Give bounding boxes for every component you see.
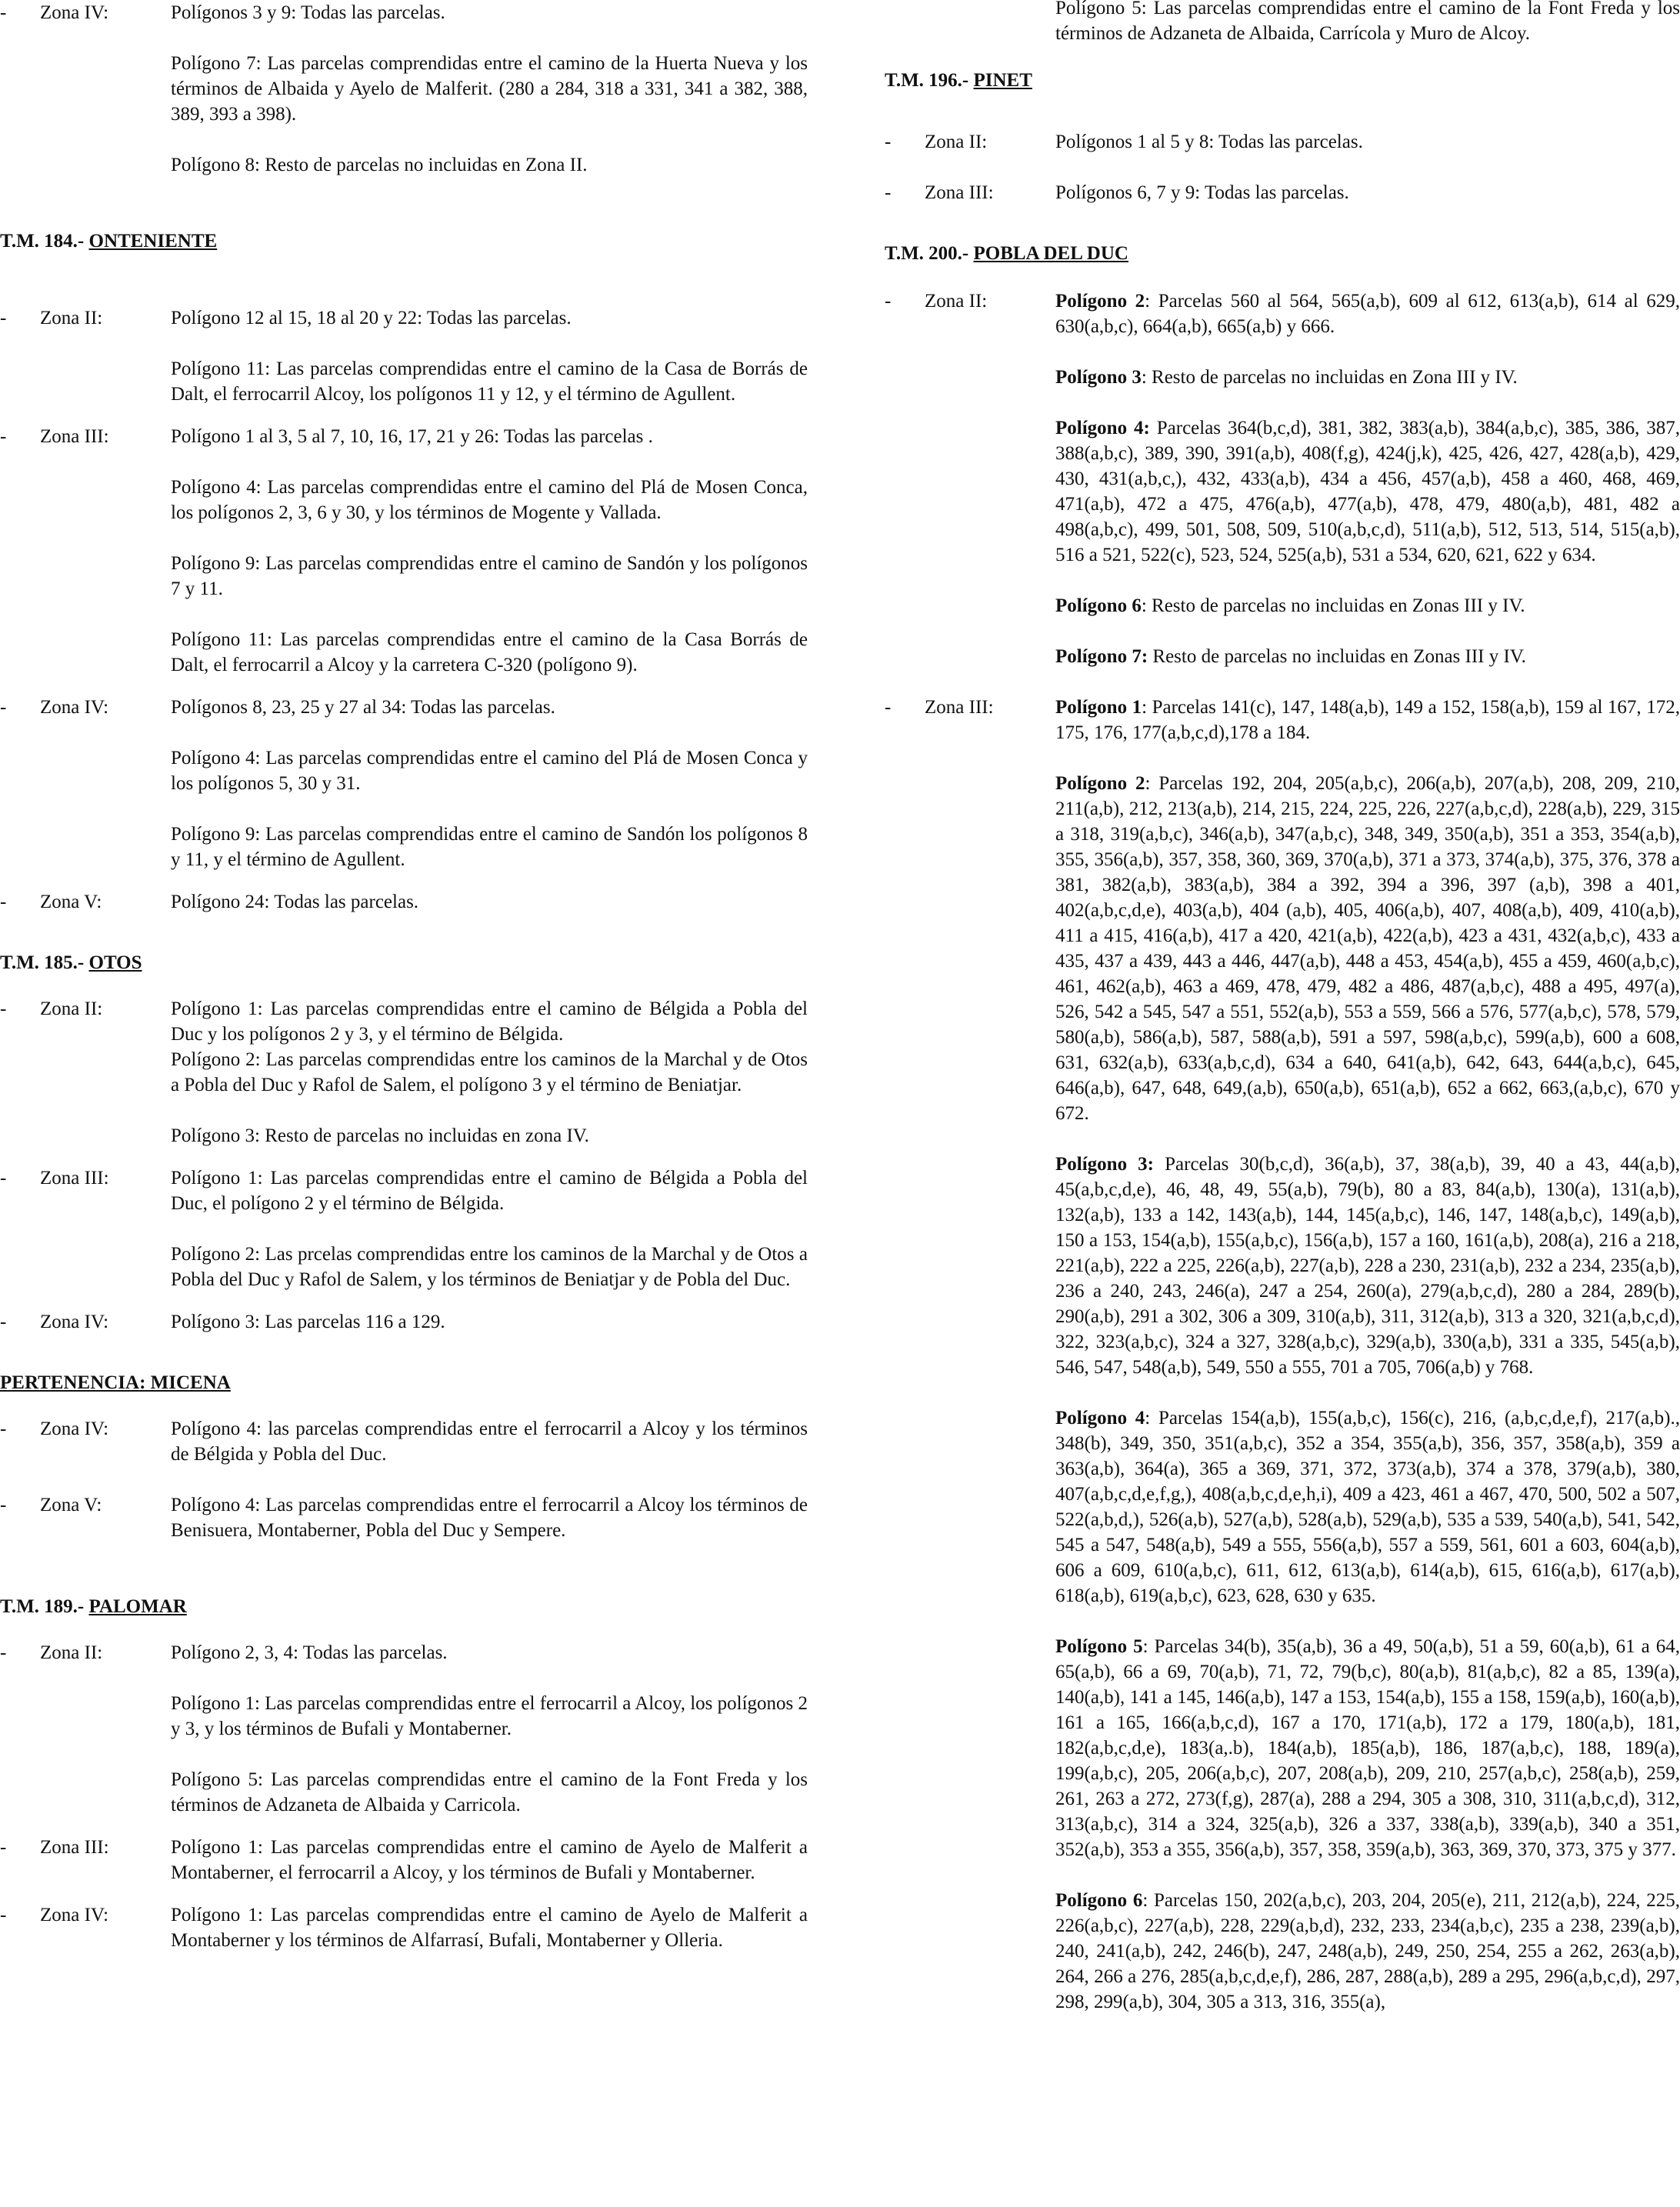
zone-block: [0, 0, 808, 178]
zone-block: [885, 288, 1680, 669]
zone-paragraph: Polígonos 1 al 5 y 8: Todas las parcelas.: [1055, 132, 1363, 152]
polygon-label: Polígono 3:: [1055, 1154, 1155, 1175]
zone-paragraph: Polígono 4: las parcelas comprendidas entre el ferrocarril a Alcoy y los términos de Bélgida y Pobla del Duc.: [171, 1419, 808, 1465]
zone-label: Zona III:: [40, 426, 109, 447]
zone-block: [0, 695, 808, 872]
zone-paragraph: [1055, 695, 1680, 745]
zone-block: [0, 305, 808, 407]
list-dash: -: [0, 1905, 7, 1925]
zone-block: [0, 1416, 808, 1467]
zone-paragraph: Polígono 2: Las parcelas comprendidas entre los caminos de la Marchal y de Otos a Pobla del Duc y Rafol de Salem, el polígono 3 y el término de Beniatjar.: [171, 1049, 808, 1095]
zone-paragraph: Polígono 12 al 15, 18 al 20 y 22: Todas las parcelas.: [171, 308, 572, 328]
zone-label: Zona III:: [40, 1168, 109, 1189]
list-dash: -: [885, 182, 892, 203]
zone-paragraph: Polígono 1: Las parcelas comprendidas entre el ferrocarril a Alcoy, los polígonos 2 y 3, y los términos de Bufali y Montaberner.: [171, 1693, 808, 1739]
zone-paragraph: [1055, 1405, 1680, 1609]
zone-block: [0, 889, 808, 915]
polygon-label: Polígono 6: [1055, 595, 1142, 616]
zone-paragraph: Polígono 24: Todas las parcelas.: [171, 892, 419, 912]
list-dash: -: [885, 132, 892, 152]
municipality-heading: [0, 950, 808, 976]
municipality-name: ONTENIENTE: [88, 231, 218, 252]
zone-paragraph: [1055, 593, 1680, 618]
municipality-code: T.M. 184.-: [0, 231, 85, 252]
polygon-label: Polígono 3: [1055, 367, 1142, 388]
municipality-heading: [0, 1370, 808, 1396]
polygon-parcels: : Parcelas 141(c), 147, 148(a,b), 149 a 152, 158(a,b), 159 al 167, 172, 175, 176, 177(a,b,c,d),178 a 184.: [1055, 697, 1680, 743]
municipality-name: PERTENENCIA: MICENA: [0, 1372, 231, 1393]
polygon-parcels: : Resto de parcelas no incluidas en Zonas III y IV.: [1141, 595, 1525, 616]
zone-paragraph: Polígono 4: Las parcelas comprendidas entre el camino del Plá de Mosen Conca, los polígonos 2, 3, 6 y 30, y los términos de Mogente y Vallada.: [171, 477, 808, 523]
zone-block: [885, 180, 1680, 205]
list-dash: -: [0, 892, 7, 912]
zone-block: [0, 1835, 808, 1885]
zone-paragraph: Polígonos 8, 23, 25 y 27 al 34: Todas las parcelas.: [171, 697, 555, 718]
polygon-parcels: : Resto de parcelas no incluidas en Zona III y IV.: [1141, 367, 1518, 388]
municipality-code: T.M. 200.-: [885, 243, 969, 264]
zone-block: [0, 1309, 808, 1335]
zone-paragraph: Polígono 2: Las prcelas comprendidas entre los caminos de la Marchal y de Otos a Pobla del Duc y Rafol de Salem, y los términos de Beniatjar y de Pobla del Duc.: [171, 1244, 808, 1290]
zone-label: Zona IV:: [40, 1419, 109, 1439]
zone-paragraph: Polígono 5: Las parcelas comprendidas entre el camino de la Font Freda y los términos de Adzaneta de Albaida, Carrícola y Muro de Alcoy.: [1055, 0, 1680, 44]
polygon-label: Polígono 5: [1055, 1636, 1143, 1657]
list-dash: -: [0, 1419, 7, 1439]
polygon-parcels: : Parcelas 150, 202(a,b,c), 203, 204, 205(e), 211, 212(a,b), 224, 225, 226(a,b,c), 227(a,b), 228, 229(a,b,d), 232, 233, 234(a,b,c), 235 a 238, 239(a,b), 240, 241(a,b), 242, 246(b), 247, 248(a,b), 249, 250, 254, 255 a 262, 263(a,b), 264, 266 a 276, 285(a,b,c,d,e,f), 286, 287, 288(a,b), 289 a 295, 296(a,b,c,d), 297, 298, 299(a,b), 304, 305 a 313, 316, 355(a),: [1055, 1890, 1680, 2012]
municipality-heading: [0, 228, 808, 255]
zone-paragraph: Polígono 4: Las parcelas comprendidas entre el ferrocarril a Alcoy los términos de Benisuera, Montaberner, Pobla del Duc y Sempere.: [171, 1495, 808, 1541]
polygon-label: Polígono 4:: [1055, 418, 1150, 438]
municipality-name: PALOMAR: [88, 1596, 187, 1617]
zone-label: Zona III:: [925, 182, 994, 203]
zone-paragraph: Polígono 3: Resto de parcelas no incluidas en zona IV.: [171, 1125, 589, 1146]
list-dash: -: [0, 2, 7, 23]
polygon-parcels: : Parcelas 154(a,b), 155(a,b,c), 156(c), 216, (a,b,c,d,e,f), 217(a,b)., 348(b), 349, 350, 351(a,b,c), 352 a 354, 355(a,b), 356, 357, 358(a,b), 359 a 363(a,b), 364(a), 365 a 369, 371, 372, 373(a,b), 374 a 378, 379(a,b), 380, 407(a,b,c,d,e,f,g,), 408(a,b,c,d,e,h,i), 409 a 423, 461 a 467, 470, 500, 502 a 507, 522(a,b,d,), 526(a,b), 527(a,b), 528(a,b), 529(a,b), 535 a 539, 540(a,b), 541, 542, 545 a 547, 548(a,b), 549 a 555, 556(a,b), 557 a 559, 561, 601 a 603, 604(a,b), 606 a 609, 610(a,b,c), 611, 612, 613(a,b), 614(a,b), 615, 616(a,b), 617(a,b), 618(a,b), 619(a,b,c), 623, 628, 630 y 635.: [1055, 1408, 1680, 1606]
zone-block: [0, 1902, 808, 1953]
zone-paragraph: Polígono 11: Las parcelas comprendidas entre el camino de la Casa de Borrás de Dalt, el ferrocarril Alcoy, los polígonos 11 y 12, y el término de Agullent.: [171, 358, 808, 405]
polygon-parcels: Resto de parcelas no incluidas en Zonas III y IV.: [1148, 646, 1526, 667]
zone-block: [0, 1492, 808, 1543]
list-dash: -: [0, 1642, 7, 1663]
zone-paragraph: Polígono 9: Las parcelas comprendidas entre el camino de Sandón y los polígonos 7 y 11.: [171, 553, 808, 599]
right-column: [885, 0, 1680, 2015]
zone-label: Zona IV:: [40, 1312, 109, 1332]
zone-paragraph: Polígono 1: Las parcelas comprendidas entre el camino de Ayelo de Malferit a Montaberner, el ferrocarril a Alcoy, y los términos de Bufali y Montaberner.: [171, 1837, 808, 1883]
zone-paragraph: Polígono 2, 3, 4: Todas las parcelas.: [171, 1642, 448, 1663]
municipality-name: OTOS: [88, 952, 142, 973]
list-dash: -: [0, 426, 7, 447]
zone-block: [885, 129, 1680, 155]
zone-label: Zona II:: [925, 132, 988, 152]
municipality-code: T.M. 189.-: [0, 1596, 85, 1617]
left-column: [0, 0, 808, 1953]
zone-label: Zona III:: [925, 697, 994, 718]
list-dash: -: [0, 1837, 7, 1858]
zone-paragraph: Polígonos 3 y 9: Todas las parcelas.: [171, 2, 445, 23]
zone-paragraph: Polígono 3: Las parcelas 116 a 129.: [171, 1312, 445, 1332]
zone-label: Zona V:: [40, 1495, 102, 1515]
zone-paragraph: [1055, 1152, 1680, 1380]
zone-block: [0, 424, 808, 678]
zone-paragraph: [1055, 1888, 1680, 2015]
zone-label: Zona III:: [40, 1837, 109, 1858]
municipality-heading: [885, 68, 1680, 94]
polygon-parcels: Parcelas 364(b,c,d), 381, 382, 383(a,b), 384(a,b,c), 385, 386, 387, 388(a,b,c), 389, 390, 391(a,b), 408(f,g), 424(j,k), 425, 426, 427, 428(a,b), 429, 430, 431(a,b,c,), 432, 433(a,b), 434 a 456, 457(a,b), 458 a 460, 468, 469, 471(a,b), 472 a 475, 476(a,b), 477(a,b), 478, 479, 480(a,b), 481, 482 a 498(a,b,c), 499, 501, 508, 509, 510(a,b,c,d), 511(a,b), 512, 513, 514, 515(a,b), 516 a 521, 522(c), 523, 524, 525(a,b), 531 a 534, 620, 621, 622 y 634.: [1055, 418, 1680, 565]
polygon-label: Polígono 2: [1055, 773, 1145, 794]
zone-paragraph: Polígono 11: Las parcelas comprendidas entre el camino de la Casa Borrás de Dalt, el ferrocarril a Alcoy y la carretera C-320 (polígono 9).: [171, 629, 808, 675]
list-dash: -: [0, 998, 7, 1019]
polygon-label: Polígono 4: [1055, 1408, 1145, 1429]
zone-label: Zona V:: [40, 892, 102, 912]
zone-paragraph: [1055, 771, 1680, 1126]
zone-label: Zona II:: [40, 998, 103, 1019]
zone-paragraph: Polígonos 6, 7 y 9: Todas las parcelas.: [1055, 182, 1349, 203]
zone-paragraph: Polígono 8: Resto de parcelas no incluidas en Zona II.: [171, 155, 588, 175]
zone-label: Zona II:: [925, 291, 988, 312]
zone-paragraph: [1055, 644, 1680, 669]
zone-paragraph: Polígono 7: Las parcelas comprendidas entre el camino de la Huerta Nueva y los términos de Albaida y Ayelo de Malferit. (280 a 284, 318 a 331, 341 a 382, 388, 389, 393 a 398).: [171, 53, 808, 125]
zone-paragraph: Polígono 1: Las parcelas comprendidas entre el camino de Ayelo de Malferit a Montaberner y los términos de Alfarrasí, Bufali, Montaberner y Olleria.: [171, 1905, 808, 1951]
list-dash: -: [0, 697, 7, 718]
zone-paragraph: Polígono 1: Las parcelas comprendidas entre el camino de Bélgida a Pobla del Duc, el polígono 2 y el término de Bélgida.: [171, 1168, 808, 1214]
zone-label: Zona IV:: [40, 1905, 109, 1925]
municipality-name: POBLA DEL DUC: [973, 243, 1128, 264]
polygon-label: Polígono 2: [1055, 291, 1145, 312]
zone-paragraph: [1055, 288, 1680, 339]
polygon-label: Polígono 6: [1055, 1890, 1143, 1911]
polygon-parcels: : Parcelas 34(b), 35(a,b), 36 a 49, 50(a,b), 51 a 59, 60(a,b), 61 a 64, 65(a,b), 66 a 69, 70(a,b), 71, 72, 79(b,c), 80(a,b), 81(a,b,c), 82 a 85, 139(a), 140(a,b), 141 a 145, 146(a,b), 147 a 153, 154(a,b), 155 a 158, 159(a,b), 160(a,b), 161 a 165, 166(a,b,c,d), 167 a 170, 171(a,b), 172 a 179, 180(a,b), 181, 182(a,b,c,d,e), 183(a,.b), 184(a,b), 185(a,b), 186, 187(a,b,c), 188, 189(a), 199(a,b,c), 205, 206(a,b,c), 207, 208(a,b), 209, 210, 257(a,b,c), 258(a,b), 259, 261, 263 a 272, 273(f,g), 287(a), 288 a 294, 305 a 308, 310, 311(a,b,c,d), 312, 313(a,b,c), 314 a 324, 325(a,b), 326 a 337, 338(a,b), 339(a,b), 340 a 351, 352(a,b), 353 a 355, 356(a,b), 357, 358, 359(a,b), 363, 369, 370, 373, 375 y 377.: [1055, 1636, 1680, 1860]
zone-paragraph: [1055, 1634, 1680, 1862]
municipality-name: PINET: [973, 70, 1032, 91]
polygon-parcels: : Parcelas 560 al 564, 565(a,b), 609 al 612, 613(a,b), 614 al 629, 630(a,b,c), 664(a,b), 665(a,b) y 666.: [1055, 291, 1680, 337]
zone-block: [0, 1640, 808, 1818]
list-dash: -: [0, 1168, 7, 1189]
zone-paragraph: Polígono 5: Las parcelas comprendidas entre el camino de la Font Freda y los términos de Adzaneta de Albaida y Carricola.: [171, 1769, 808, 1815]
list-dash: -: [885, 697, 892, 718]
list-dash: -: [885, 291, 892, 312]
zone-paragraph: [1055, 365, 1680, 390]
municipality-heading: [885, 241, 1680, 267]
polygon-label: Polígono 7:: [1055, 646, 1148, 667]
municipality-heading: [0, 1594, 808, 1620]
list-dash: -: [0, 308, 7, 328]
zone-label: Zona II:: [40, 308, 103, 328]
zone-block: [885, 695, 1680, 2015]
polygon-label: Polígono 1: [1055, 697, 1142, 718]
zone-paragraph: [1055, 415, 1680, 568]
zone-block: [0, 1165, 808, 1292]
municipality-code: T.M. 185.-: [0, 952, 85, 973]
list-dash: -: [0, 1495, 7, 1515]
municipality-code: T.M. 196.-: [885, 70, 969, 91]
zone-label: Zona II:: [40, 1642, 103, 1663]
polygon-parcels: : Parcelas 192, 204, 205(a,b,c), 206(a,b), 207(a,b), 208, 209, 210, 211(a,b), 212, 213(a,b), 214, 215, 224, 225, 226, 227(a,b,c,d), 228(a,b), 229, 315 a 318, 319(a,b,c), 346(a,b), 347(a,b,c), 348, 349, 350(a,b), 351 a 353, 354(a,b), 355, 356(a,b), 357, 358, 360, 369, 370(a,b), 371 a 373, 374(a,b), 375, 376, 378 a 381, 382(a,b), 383(a,b), 384 a 392, 394 a 396, 397 (a,b), 398 a 401, 402(a,b,c,d,e), 403(a,b), 404 (a,b), 405, 406(a,b), 407, 408(a,b), 409, 410(a,b), 411 a 415, 416(a,b), 417 a 420, 421(a,b), 422(a,b), 423 a 431, 432(a,b,c), 433 a 435, 437 a 439, 443 a 446, 447(a,b), 448 a 453, 454(a,b), 455 a 459, 460(a,b,c), 461, 462(a,b), 463 a 469, 478, 479, 482 a 486, 487(a,b,c), 488 a 495, 497(a), 526, 542 a 545, 547 a 551, 552(a,b), 553 a 559, 566 a 576, 577(a,b,c), 578, 579, 580(a,b), 586(a,b), 587, 588(a,b), 591 a 597, 598(a,b,c), 599(a,b), 600 a 608, 631, 632(a,b), 633(a,b,c,d), 634 a 640, 641(a,b), 642, 643, 644(a,b,c), 645, 646(a,b), 647, 648, 649,(a,b), 650(a,b), 651(a,b), 652 a 662, 663,(a,b,c), 670 y 672.: [1055, 773, 1680, 1124]
zone-paragraph: Polígono 1 al 3, 5 al 7, 10, 16, 17, 21 y 26: Todas las parcelas .: [171, 426, 653, 447]
zone-label: Zona IV:: [40, 2, 109, 23]
zone-paragraph: Polígono 9: Las parcelas comprendidas entre el camino de Sandón los polígonos 8 y 11, y el término de Agullent.: [171, 824, 808, 870]
polygon-parcels: Parcelas 30(b,c,d), 36(a,b), 37, 38(a,b), 39, 40 a 43, 44(a,b), 45(a,b,c,d,e), 46, 48, 49, 55(a,b), 79(b), 80 a 83, 84(a,b), 130(a), 131(a,b), 132(a,b), 133 a 142, 143(a,b), 144, 145(a,b,c), 146, 147, 148(a,b,c), 149(a,b), 150 a 153, 154(a,b), 155(a,b,c), 156(a,b), 157 a 160, 161(a,b), 208(a), 216 a 218, 221(a,b), 222 a 225, 226(a,b), 227(a,b), 228 a 230, 231(a,b), 232 a 234, 235(a,b), 236 a 240, 243, 246(a), 247 a 254, 260(a), 279(a,b,c,d), 280 a 284, 289(b), 290(a,b), 291 a 302, 306 a 309, 310(a,b), 311, 312(a,b), 313 a 320, 321(a,b,c,d), 322, 323(a,b,c), 324 a 327, 328(a,b,c), 329(a,b), 330(a,b), 331 a 335, 545(a,b), 546, 547, 548(a,b), 549, 550 a 555, 701 a 705, 706(a,b) y 768.: [1055, 1154, 1680, 1378]
zone-paragraph: Polígono 1: Las parcelas comprendidas entre el camino de Bélgida a Pobla del Duc y los polígonos 2 y 3, y el término de Bélgida.: [171, 998, 808, 1045]
list-dash: -: [0, 1312, 7, 1332]
zone-label: Zona IV:: [40, 697, 109, 718]
zone-block: [0, 996, 808, 1149]
zone-paragraph: Polígono 4: Las parcelas comprendidas entre el camino del Plá de Mosen Conca y los polígonos 5, 30 y 31.: [171, 748, 808, 794]
